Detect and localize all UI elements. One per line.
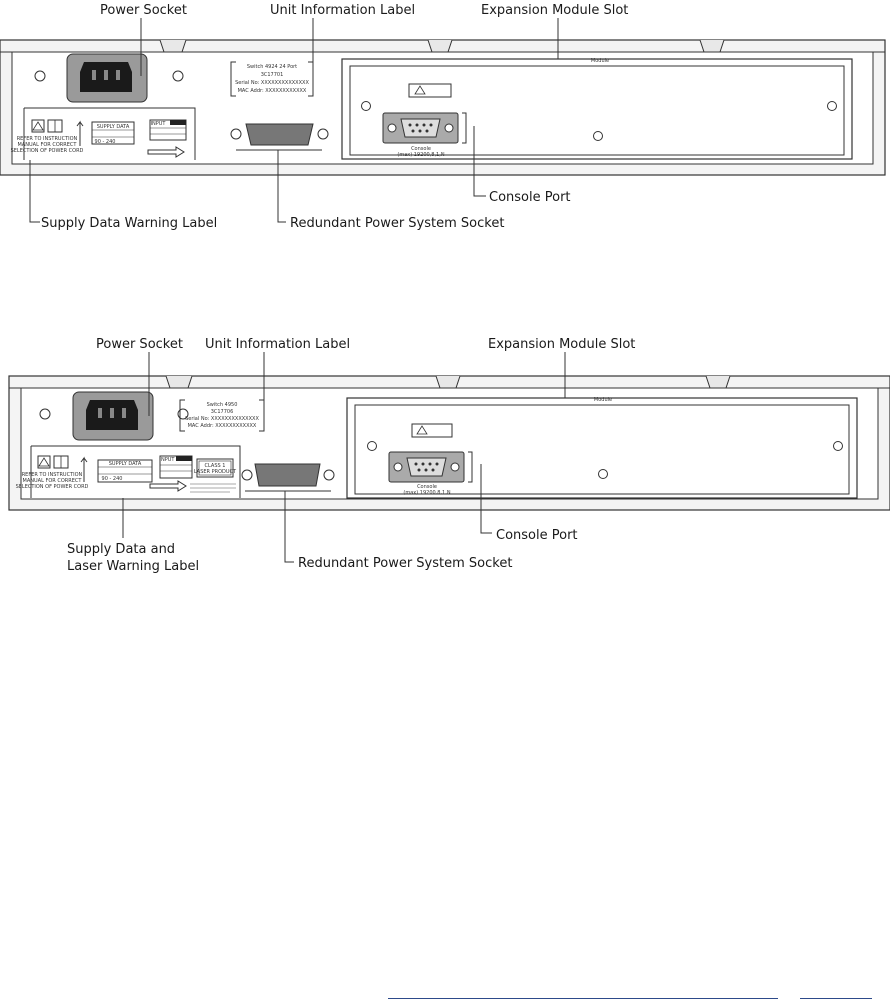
unit-label-part-number: 3C17706 (210, 409, 234, 415)
chassis-tab (700, 40, 724, 52)
input-table-title: INPUT (150, 121, 166, 127)
console-port (383, 113, 458, 143)
module-label: Module (590, 58, 610, 64)
callout-expansion-module-slot: Expansion Module Slot (481, 3, 629, 18)
power-socket (67, 54, 147, 102)
callout-supply-data-line-1: Supply Data and (67, 542, 176, 557)
screw-hole (35, 71, 45, 81)
module-label: Module (593, 397, 613, 403)
chassis-tab (428, 40, 452, 52)
unit-label-serial: Serial No: XXXXXXXXXXXXXX (185, 416, 259, 422)
supply-table-title: SUPPLY DATA (96, 124, 130, 130)
callout-supply-data-warning-label: Supply Data Warning Label (41, 216, 218, 231)
callout-unit-information-label: Unit Information Label (270, 3, 416, 18)
callout-rps-socket: Redundant Power System Socket (290, 216, 505, 231)
callout-rps-socket: Redundant Power System Socket (298, 556, 513, 571)
supply-table-row: 90 - 240 (94, 139, 116, 145)
supply-refer-line: MANUAL FOR CORRECT (22, 478, 82, 484)
console-port (389, 452, 464, 482)
supply-table-title: SUPPLY DATA (108, 461, 142, 467)
unit-label-mac: MAC Addr: XXXXXXXXXXXX (237, 88, 307, 94)
supply-refer-line: SELECTION OF POWER CORD (15, 484, 89, 490)
unit-label-model: Switch 4924 24 Port (246, 64, 298, 70)
chassis-tab (436, 376, 460, 388)
supply-refer-line: REFER TO INSTRUCTION (16, 136, 78, 142)
callout-expansion-module-slot: Expansion Module Slot (488, 337, 636, 352)
console-label: Console (417, 484, 437, 490)
chassis-tab (706, 376, 730, 388)
supply-refer-line: REFER TO INSTRUCTION (21, 472, 83, 478)
console-label: Console (411, 146, 431, 152)
callout-power-socket: Power Socket (100, 3, 187, 18)
console-settings-label: (max) 19200,8,1,N (403, 490, 451, 496)
input-table-title: INPUT (159, 457, 175, 463)
console-settings-label: (max) 19200,8,1,N (397, 152, 445, 158)
bottom-figure (9, 337, 890, 574)
expansion-module-slot (342, 58, 852, 159)
supply-table-row: 90 - 240 (101, 476, 123, 482)
unit-label-mac: MAC Addr: XXXXXXXXXXXX (187, 423, 257, 429)
callout-power-socket: Power Socket (96, 337, 183, 352)
chassis-tab (160, 40, 186, 52)
callout-console-port: Console Port (489, 190, 571, 205)
unit-label-model: Switch 4950 (206, 402, 238, 408)
footer-rule-left (388, 998, 778, 999)
rps-connector (246, 124, 313, 145)
module-warning-box (412, 424, 452, 437)
power-socket (73, 392, 153, 440)
callout-supply-data-line-2: Laser Warning Label (67, 559, 200, 574)
laser-class-line: CLASS 1 (204, 463, 226, 469)
callout-unit-information-label: Unit Information Label (205, 337, 351, 352)
screw-hole (173, 71, 183, 81)
callout-console-port: Console Port (496, 528, 578, 543)
screw-hole (40, 409, 50, 419)
supply-refer-line: SELECTION OF POWER CORD (10, 148, 84, 154)
supply-refer-line: MANUAL FOR CORRECT (17, 142, 77, 148)
chassis-tab (166, 376, 192, 388)
unit-label-part-number: 3C17701 (260, 72, 284, 78)
module-warning-box (409, 84, 451, 97)
unit-label-serial: Serial No: XXXXXXXXXXXXXX (235, 80, 309, 86)
rps-connector (255, 464, 320, 486)
expansion-module-slot (347, 397, 857, 498)
footer-rule-right (800, 998, 872, 999)
top-figure (0, 3, 885, 231)
laser-class-line: LASER PRODUCT (193, 469, 237, 475)
